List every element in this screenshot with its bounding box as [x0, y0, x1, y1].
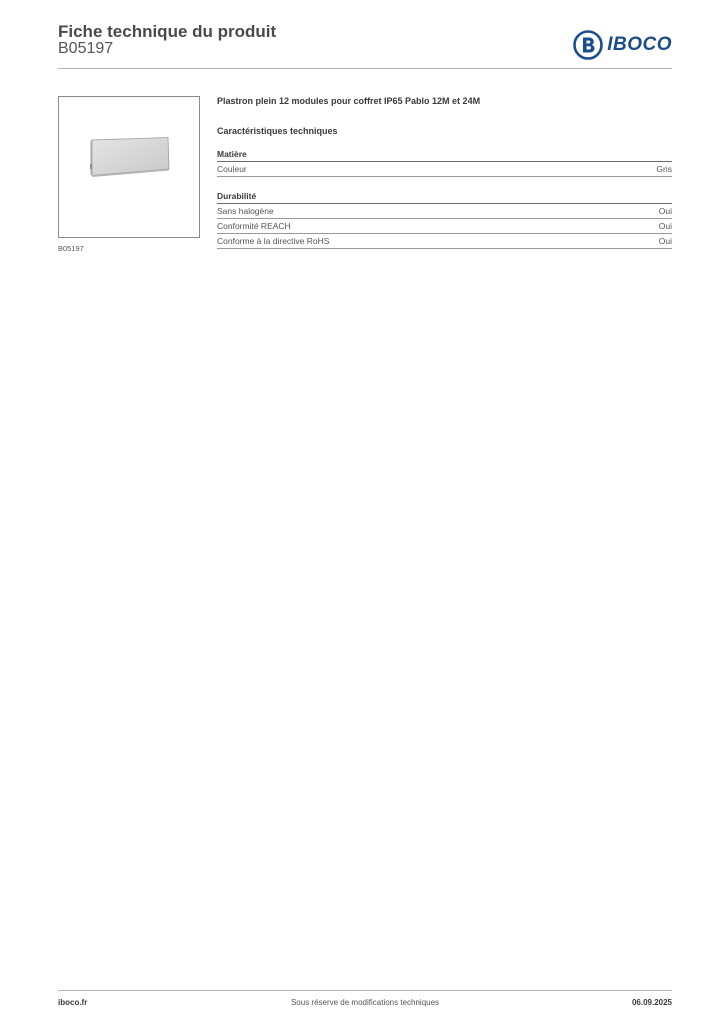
footer-date: 06.09.2025	[631, 998, 672, 1007]
footer-notice: Sous réserve de modifications techniques	[290, 998, 440, 1007]
product-image	[89, 137, 171, 182]
product-reference: B05197	[58, 40, 114, 57]
spec-row	[217, 162, 672, 177]
page-footer	[58, 998, 672, 1012]
product-details	[217, 96, 672, 249]
image-caption: B05197	[58, 244, 84, 253]
spec-label: Couleur	[217, 164, 247, 174]
spec-group-title: Matière	[217, 149, 672, 162]
product-image-frame	[58, 96, 200, 238]
spec-label: Conformité REACH	[217, 221, 291, 231]
spec-value: Oui	[658, 206, 672, 216]
footer-website-link[interactable]: iboco.fr	[58, 998, 88, 1007]
spec-row	[217, 234, 672, 249]
spec-label: Sans halogène	[217, 206, 274, 216]
spec-row	[217, 219, 672, 234]
page-title: Fiche technique du produit	[58, 22, 277, 41]
spec-value: Oui	[658, 221, 672, 231]
spec-label: Conforme à la directive RoHS	[217, 236, 330, 246]
page-header	[58, 20, 672, 70]
header-divider	[58, 68, 672, 69]
spec-row	[217, 204, 672, 219]
brand-name: IBOCO	[607, 34, 672, 55]
iboco-emblem-icon	[573, 30, 603, 60]
spec-value: Oui	[658, 236, 672, 246]
blank-plate-panel-icon	[89, 137, 171, 177]
product-description: Plastron plein 12 modules pour coffret IP65 Pablo 12M et 24M	[217, 96, 481, 106]
spec-value: Gris	[656, 164, 672, 174]
specs-heading: Caractéristiques techniques	[217, 126, 338, 136]
footer-divider	[58, 990, 672, 991]
brand-logo	[573, 30, 672, 60]
spec-group-title: Durabilité	[217, 191, 672, 204]
